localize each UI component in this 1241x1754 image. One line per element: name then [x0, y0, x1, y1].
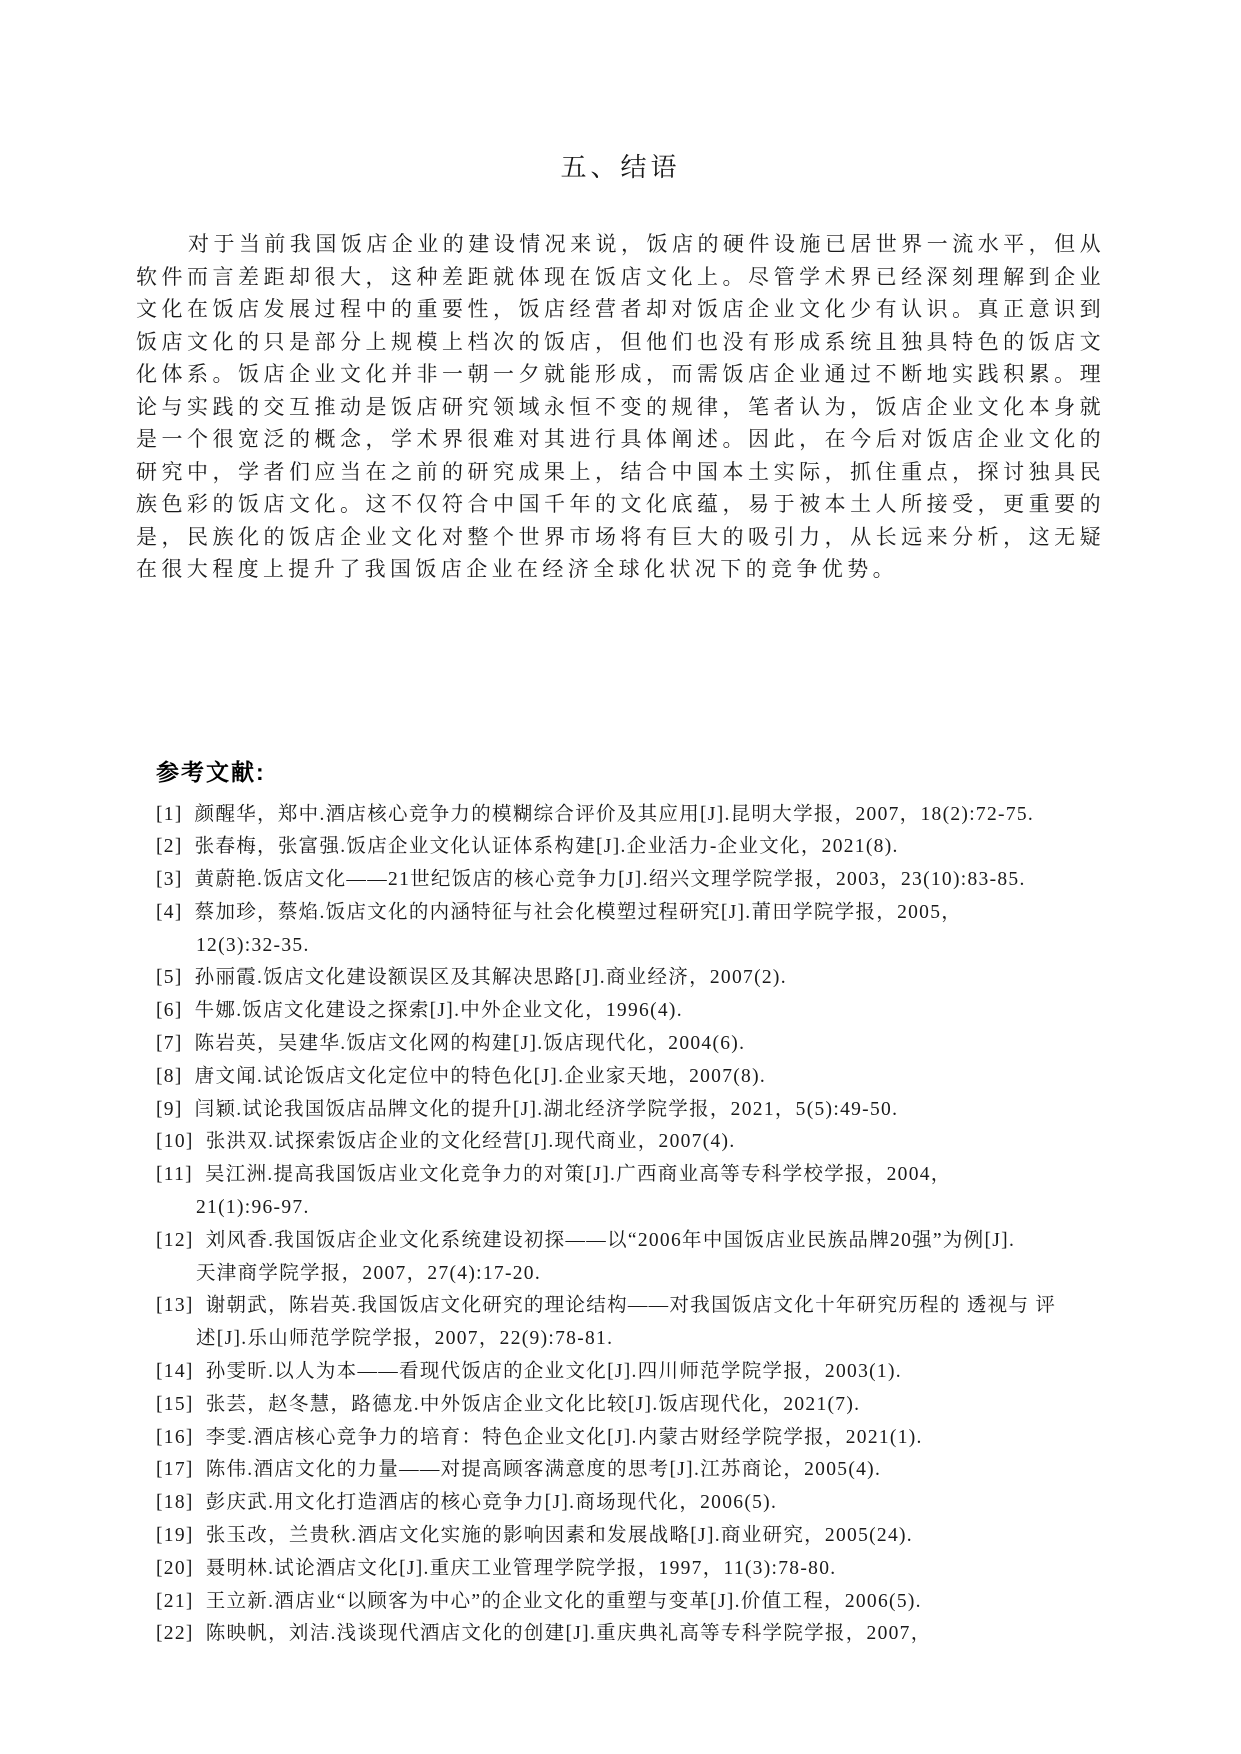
reference-item — [156, 1618, 1105, 1651]
reference-item — [156, 1422, 1105, 1455]
reference-first-line — [156, 1422, 1105, 1455]
reference-text: 王立新.酒店业“以顾客为中心”的企业文化的重塑与变革[J].价值工程，2006(5). — [205, 1590, 922, 1612]
reference-item — [156, 1389, 1105, 1422]
reference-text: 陈岩英，吴建华.饭店文化网的构建[J].饭店现代化，2004(6). — [194, 1033, 746, 1055]
reference-text: 颜醒华，郑中.酒店核心竞争力的模糊综合评价及其应用[J].昆明大学报，2007，18(2):72-75. — [194, 803, 1035, 825]
reference-item — [156, 1225, 1105, 1291]
reference-item — [156, 799, 1105, 832]
reference-text: 唐文闻.试论饭店文化定位中的特色化[J].企业家天地，2007(8). — [194, 1065, 767, 1087]
reference-text: 张春梅，张富强.饭店企业文化认证体系构建[J].企业活力-企业文化，2021(8). — [194, 836, 899, 858]
reference-first-line — [156, 1061, 1105, 1094]
reference-label: [8] — [156, 1065, 183, 1087]
reference-label: [5] — [156, 967, 183, 989]
reference-first-line — [156, 995, 1105, 1028]
reference-label: [22] — [156, 1623, 194, 1645]
reference-label: [13] — [156, 1295, 194, 1317]
reference-item — [156, 831, 1105, 864]
references-list — [156, 799, 1105, 1652]
reference-first-line — [156, 1126, 1105, 1159]
reference-continuation: 述[J].乐山师范学院学报，2007，22(9):78-81. — [196, 1328, 614, 1350]
reference-label: [15] — [156, 1393, 194, 1415]
reference-label: [4] — [156, 901, 183, 923]
reference-label: [19] — [156, 1525, 194, 1547]
reference-continuation: 12(3):32-35. — [196, 934, 310, 956]
reference-label: [10] — [156, 1131, 194, 1153]
reference-first-line — [156, 1618, 1105, 1651]
section-title: 五、结语 — [560, 153, 681, 182]
reference-item — [156, 1520, 1105, 1553]
reference-item — [156, 1454, 1105, 1487]
reference-first-line — [156, 1586, 1105, 1619]
reference-text: 张芸，赵冬慧，路德龙.中外饭店企业文化比较[J].饭店现代化，2021(7). — [205, 1393, 861, 1415]
reference-first-line — [156, 1159, 1105, 1192]
reference-label: [12] — [156, 1229, 194, 1251]
reference-label: [3] — [156, 869, 183, 891]
reference-first-line — [156, 1356, 1105, 1389]
reference-label: [7] — [156, 1033, 183, 1055]
reference-first-line — [156, 1094, 1105, 1127]
reference-label: [20] — [156, 1557, 194, 1579]
reference-label: [1] — [156, 803, 183, 825]
reference-item — [156, 1553, 1105, 1586]
reference-first-line — [156, 864, 1105, 897]
reference-label: [9] — [156, 1098, 183, 1120]
reference-label: [2] — [156, 836, 183, 858]
conclusion-paragraph: 对于当前我国饭店企业的建设情况来说，饭店的硬件设施已居世界一流水平，但从软件而言差距却很大，这种差距就体现在饭店文化上。尽管学术界已经深刻理解到企业文化在饭店发展过程中的重要性，饭店经营者却对饭店企业文化少有认识。真正意识到饭店文化的只是部分上规模上档次的饭店，但他们也没有形成系统且独具特色的饭店文化体系。饭店企业文化并非一朝一夕就能形成，而需饭店企业通过不断地实践积累。理论与实践的交互推动是饭店研究领域永恒不变的规律，笔者认为，饭店企业文化本身就是一个很宽泛的概念，学术界很难对其进行具体阐述。因此，在今后对饭店企业文化的研究中，学者们应当在之前的研究成果上，结合中国本土实际，抓住重点，探讨独具民族色彩的饭店文化。这不仅符合中国千年的文化底蕴，易于被本土人所接受，更重要的是，民族化的饭店企业文化对整个世界市场将有巨大的吸引力，从长远来分析，这无疑在很大程度上提升了我国饭店企业在经济全球化状况下的竞争优势。 — [136, 232, 1105, 581]
reference-first-line — [156, 962, 1105, 995]
reference-text: 谢朝武，陈岩英.我国饭店文化研究的理论结构——对我国饭店文化十年研究历程的 透视与 评 — [205, 1295, 1057, 1317]
reference-text: 孙丽霞.饭店文化建设额误区及其解决思路[J].商业经济，2007(2). — [194, 967, 787, 989]
reference-first-line — [156, 1225, 1105, 1258]
reference-continuation: 天津商学院学报，2007，27(4):17-20. — [196, 1262, 542, 1284]
reference-item — [156, 1586, 1105, 1619]
reference-first-line — [156, 1290, 1105, 1323]
reference-first-line — [156, 1028, 1105, 1061]
reference-first-line — [156, 897, 1105, 930]
reference-item — [156, 1028, 1105, 1061]
reference-item — [156, 1061, 1105, 1094]
reference-first-line — [156, 831, 1105, 864]
reference-item — [156, 1126, 1105, 1159]
reference-first-line — [156, 1487, 1105, 1520]
reference-text: 刘风香.我国饭店企业文化系统建设初探——以“2006年中国饭店业民族品牌20强”为例[J]. — [205, 1229, 1016, 1251]
reference-first-line — [156, 1553, 1105, 1586]
reference-first-line — [156, 1454, 1105, 1487]
reference-text: 陈映帆，刘洁.浅谈现代酒店文化的创建[J].重庆典礼高等专科学院学报，2007， — [205, 1623, 932, 1645]
reference-first-line — [156, 799, 1105, 832]
reference-first-line — [156, 1389, 1105, 1422]
reference-text: 陈伟.酒店文化的力量——对提高顾客满意度的思考[J].江苏商论，2005(4). — [205, 1459, 882, 1481]
reference-label: [17] — [156, 1459, 194, 1481]
reference-text: 黄蔚艳.饭店文化——21世纪饭店的核心竞争力[J].绍兴文理学院学报，2003，23(10):83-85. — [194, 869, 1026, 891]
reference-text: 孙雯昕.以人为本——看现代饭店的企业文化[J].四川师范学院学报，2003(1). — [205, 1361, 902, 1383]
reference-label: [11] — [156, 1164, 193, 1186]
reference-item — [156, 897, 1105, 963]
reference-item — [156, 1159, 1105, 1225]
reference-text: 吴江洲.提高我国饭店业文化竞争力的对策[J].广西商业高等专科学校学报，2004， — [204, 1164, 952, 1186]
reference-text: 闫颖.试论我国饭店品牌文化的提升[J].湖北经济学院学报，2021，5(5):49-50. — [194, 1098, 899, 1120]
reference-text: 彭庆武.用文化打造酒店的核心竞争力[J].商场现代化，2006(5). — [205, 1492, 778, 1514]
reference-label: [21] — [156, 1590, 194, 1612]
reference-continuation: 21(1):96-97. — [196, 1197, 310, 1219]
reference-text: 张玉改，兰贵秋.酒店文化实施的影响因素和发展战略[J].商业研究，2005(24). — [205, 1525, 913, 1547]
reference-item — [156, 995, 1105, 1028]
reference-first-line — [156, 1520, 1105, 1553]
reference-text: 张洪双.试探索饭店企业的文化经营[J].现代商业，2007(4). — [205, 1131, 736, 1153]
reference-item — [156, 1356, 1105, 1389]
reference-text: 牛娜.饭店文化建设之探索[J].中外企业文化，1996(4). — [194, 1000, 683, 1022]
reference-text: 聂明林.试论酒店文化[J].重庆工业管理学院学报，1997，11(3):78-80. — [205, 1557, 837, 1579]
reference-label: [14] — [156, 1361, 194, 1383]
reference-item — [156, 1487, 1105, 1520]
reference-text: 李雯.酒店核心竞争力的培育：特色企业文化[J].内蒙古财经学院学报，2021(1). — [205, 1426, 923, 1448]
reference-text: 蔡加珍，蔡焰.饭店文化的内涵特征与社会化模塑过程研究[J].莆田学院学报，2005， — [194, 901, 963, 923]
reference-label: [16] — [156, 1426, 194, 1448]
reference-item — [156, 864, 1105, 897]
reference-item — [156, 962, 1105, 995]
reference-item — [156, 1290, 1105, 1356]
reference-item — [156, 1094, 1105, 1127]
reference-label: [6] — [156, 1000, 183, 1022]
references-heading: 参考文献: — [156, 758, 266, 785]
reference-label: [18] — [156, 1492, 194, 1514]
